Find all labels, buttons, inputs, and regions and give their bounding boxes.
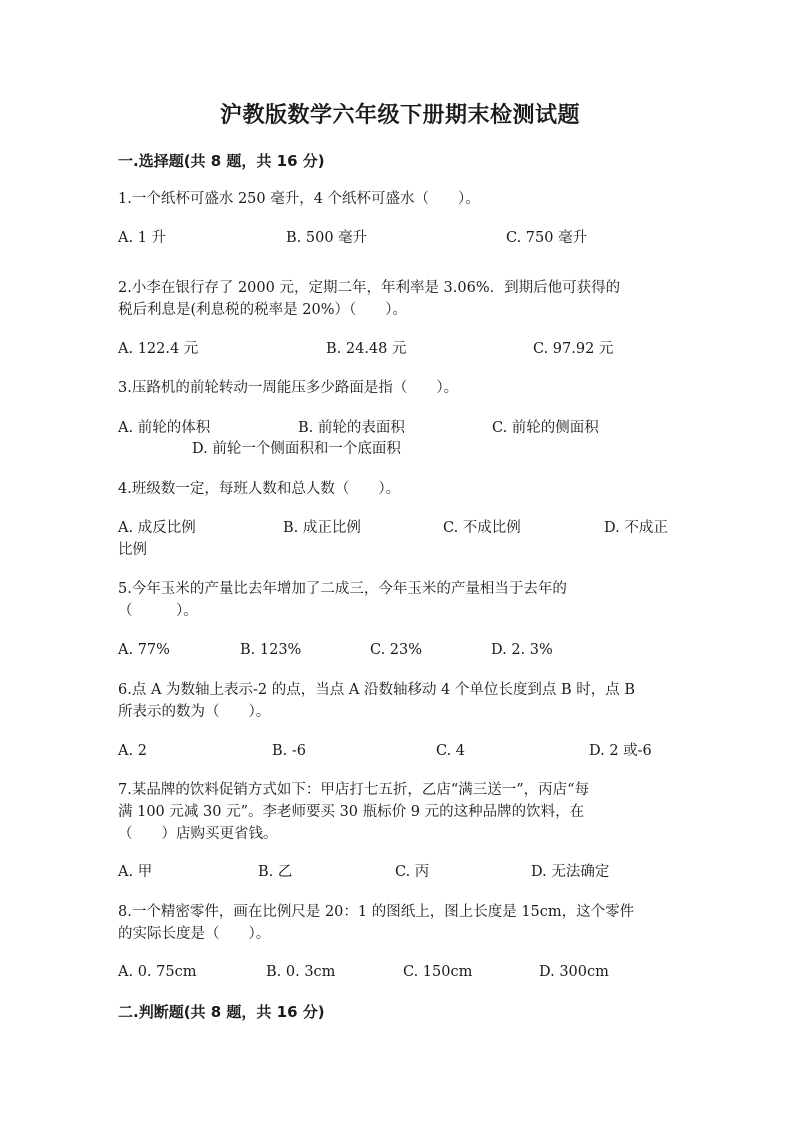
question-5-option-b: B. 123% xyxy=(240,642,302,658)
question-8-option-a: A. 0. 75cm xyxy=(118,964,197,980)
question-1-option-c: C. 750 毫升 xyxy=(506,230,588,246)
question-6-option-d: D. 2 或-6 xyxy=(589,743,652,759)
question-3-option-c: C. 前轮的侧面积 xyxy=(492,420,599,436)
question-6-text-line1: 6.点 A 为数轴上表示-2 的点，当点 A 沿数轴移动 4 个单位长度到点 B 时，点 B xyxy=(118,682,636,698)
question-4-option-d-continued: 比例 xyxy=(118,542,147,558)
question-5-text-line2: （ ）。 xyxy=(118,603,198,619)
question-7-text-line2: 满 100 元减 30 元”。李老师要买 30 瓶标价 9 元的这种品牌的饮料，在 xyxy=(118,804,585,820)
page-title: 沪教版数学六年级下册期末检测试题 xyxy=(219,103,580,128)
question-3-option-a: A. 前轮的体积 xyxy=(118,420,211,436)
question-4-option-d: D. 不成正 xyxy=(604,520,668,536)
question-6-option-b: B. -6 xyxy=(272,743,306,759)
question-1-option-a: A. 1 升 xyxy=(118,230,167,246)
question-5-option-c: C. 23% xyxy=(370,642,423,658)
question-5-text-line1: 5.今年玉米的产量比去年增加了二成三，今年玉米的产量相当于去年的 xyxy=(118,581,567,597)
question-7-option-c: C. 丙 xyxy=(395,864,430,880)
question-2-option-c: C. 97.92 元 xyxy=(533,341,614,357)
question-6-option-a: A. 2 xyxy=(118,743,147,759)
question-2-text-line1: 2.小李在银行存了 2000 元，定期二年，年利率是 3.06%．到期后他可获得的 xyxy=(118,280,621,296)
question-2-option-b: B. 24.48 元 xyxy=(326,341,407,357)
question-8-text-line2: 的实际长度是（ ）。 xyxy=(118,926,271,942)
question-7-option-d: D. 无法确定 xyxy=(531,864,610,880)
question-8-text-line1: 8.一个精密零件，画在比例尺是 20：1 的图纸上，图上长度是 15cm，这个零件 xyxy=(118,904,635,920)
question-2-option-a: A. 122.4 元 xyxy=(118,341,199,357)
question-3-text: 3.压路机的前轮转动一周能压多少路面是指（ ）。 xyxy=(118,380,459,396)
question-3-option-b: B. 前轮的表面积 xyxy=(298,420,405,436)
question-6-text-line2: 所表示的数为（ ）。 xyxy=(118,704,271,720)
question-8-option-b: B. 0. 3cm xyxy=(266,964,336,980)
question-6-option-c: C. 4 xyxy=(436,743,466,759)
question-3-option-d: D. 前轮一个侧面积和一个底面积 xyxy=(192,441,401,457)
question-4-option-b: B. 成正比例 xyxy=(283,520,361,536)
question-4-text: 4.班级数一定，每班人数和总人数（ ）。 xyxy=(118,481,401,497)
question-7-text-line3: （ ）店购买更省钱。 xyxy=(118,826,278,842)
question-2-text-line2: 税后利息是(利息税的税率是 20%）（ ）。 xyxy=(118,302,407,318)
question-7-text-line1: 7.某品牌的饮料促销方式如下：甲店打七五折，乙店“满三送一”，丙店“每 xyxy=(118,782,590,798)
question-4-option-a: A. 成反比例 xyxy=(118,520,196,536)
section-heading-choice: 一.选择题(共 8 题，共 16 分) xyxy=(118,152,325,170)
question-4-option-c: C. 不成比例 xyxy=(443,520,521,536)
question-5-option-d: D. 2. 3% xyxy=(491,642,553,658)
question-5-option-a: A. 77% xyxy=(118,642,170,658)
section-heading-judgement: 二.判断题(共 8 题，共 16 分) xyxy=(118,1003,325,1021)
question-7-option-b: B. 乙 xyxy=(258,864,293,880)
question-1-option-b: B. 500 毫升 xyxy=(286,230,368,246)
question-8-option-c: C. 150cm xyxy=(403,964,473,980)
question-1-text: 1.一个纸杯可盛水 250 毫升，4 个纸杯可盛水（ ）。 xyxy=(118,191,480,207)
question-7-option-a: A. 甲 xyxy=(118,864,153,880)
question-8-option-d: D. 300cm xyxy=(539,964,609,980)
